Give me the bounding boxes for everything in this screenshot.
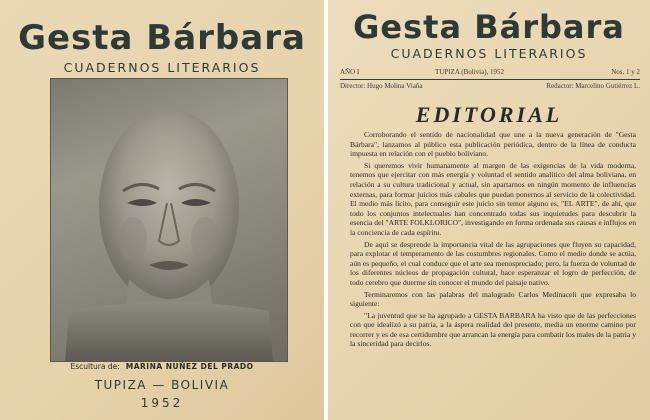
editorial-paragraph: Si queremos vivir humanamente al margen de las exigencias de la vida moderna, tenemos que ejercitar con más energía y voluntad el sentido analítico del alma boliviana, en relación a su cultura tradicional y actual, sin apartarnos en ningún momento de influencias externas, para formar juicios más cabales que puedan ponernos al servicio de la colectividad. El medio más lícito, para conseguir este juicio sin temor alguno es, "EL ARTE", de ahí, que todo los conjuntos intelectuales han concentrado todas sus inquietudes para descubrir la esencia del "ARTE FOLKLORICO", investigando en forma ordenada sus causas e influjos en la conciencia de cada espíritu. [350, 160, 636, 237]
editorial-quote: "La juventud que se ha agrupado a GESTA BARBARA ha visto que de las perfecciones con que idealizó a su patria, a la áspera realidad del presente, media un enorme camino por recorrer y es de esa certidumbre que arrancan la energía para combatir los males de la patria y la sinceridad para decirlos. [350, 310, 636, 349]
masthead-rule [340, 79, 640, 80]
masthead-year-volume: AÑO I [340, 68, 360, 76]
inner-title: Gesta Bárbara [353, 8, 625, 46]
inner-subtitle: CUADERNOS LITERARIOS [390, 46, 588, 61]
editorial-paragraph: De aquí se desprende la importancia vital de las agrupaciones que fluyen su capacidad, para explotar el temperamento de las costumbres regionales. Como el medio donde se actúa, aún es pequeño, el cual conduce que el arte sea menospreciado; pero, la fuerza de voluntad de los diferentes núcleos de propagación cultural, hace esperanzar el logro de perfección, de todo cerebro que duerme sin conocer el mundo del paisaje nativo. [350, 239, 636, 287]
caption-prefix: Escultura de: [70, 362, 120, 371]
masthead [340, 68, 640, 92]
caption-artist-name: MARINA NUÑEZ DEL PRADO [125, 362, 254, 371]
masthead-director: Director: Hugo Molina Viaña [340, 82, 423, 90]
editorial-paragraph: Terminaremos con las palabras del malogrado Carlos Medinaceli que expresaba lo siguiente: [350, 289, 636, 309]
masthead-redactor: Redactor: Marcelino Gutiérrez L. [546, 82, 640, 90]
editorial-body [350, 130, 636, 351]
cover-city: TUPIZA — BOLIVIA [94, 378, 230, 392]
photo-caption [0, 362, 324, 371]
editorial-page [328, 0, 650, 420]
editorial-heading: EDITORIAL [415, 102, 563, 127]
sculpture-head-illustration [51, 79, 287, 361]
masthead-issue-numbers: Nos. 1 y 2 [611, 68, 640, 76]
cover-subtitle: CUADERNOS LITERARIOS [63, 60, 261, 75]
cover-title: Gesta Bárbara [18, 18, 306, 58]
masthead-place-date: TUPIZA (Bolivia), 1952 [435, 68, 505, 76]
editorial-paragraph: Corroborando el sentido de nacionalidad que une a la nueva generación de "Gesta Bárbara", lanzamos al público esta publicación periódica, dentro de la línea de conducta impuesta en relación con el pueblo boliviano. [350, 130, 636, 159]
cover-page [0, 0, 324, 420]
cover-year: 1952 [140, 396, 184, 410]
sculpture-photo [50, 78, 288, 362]
